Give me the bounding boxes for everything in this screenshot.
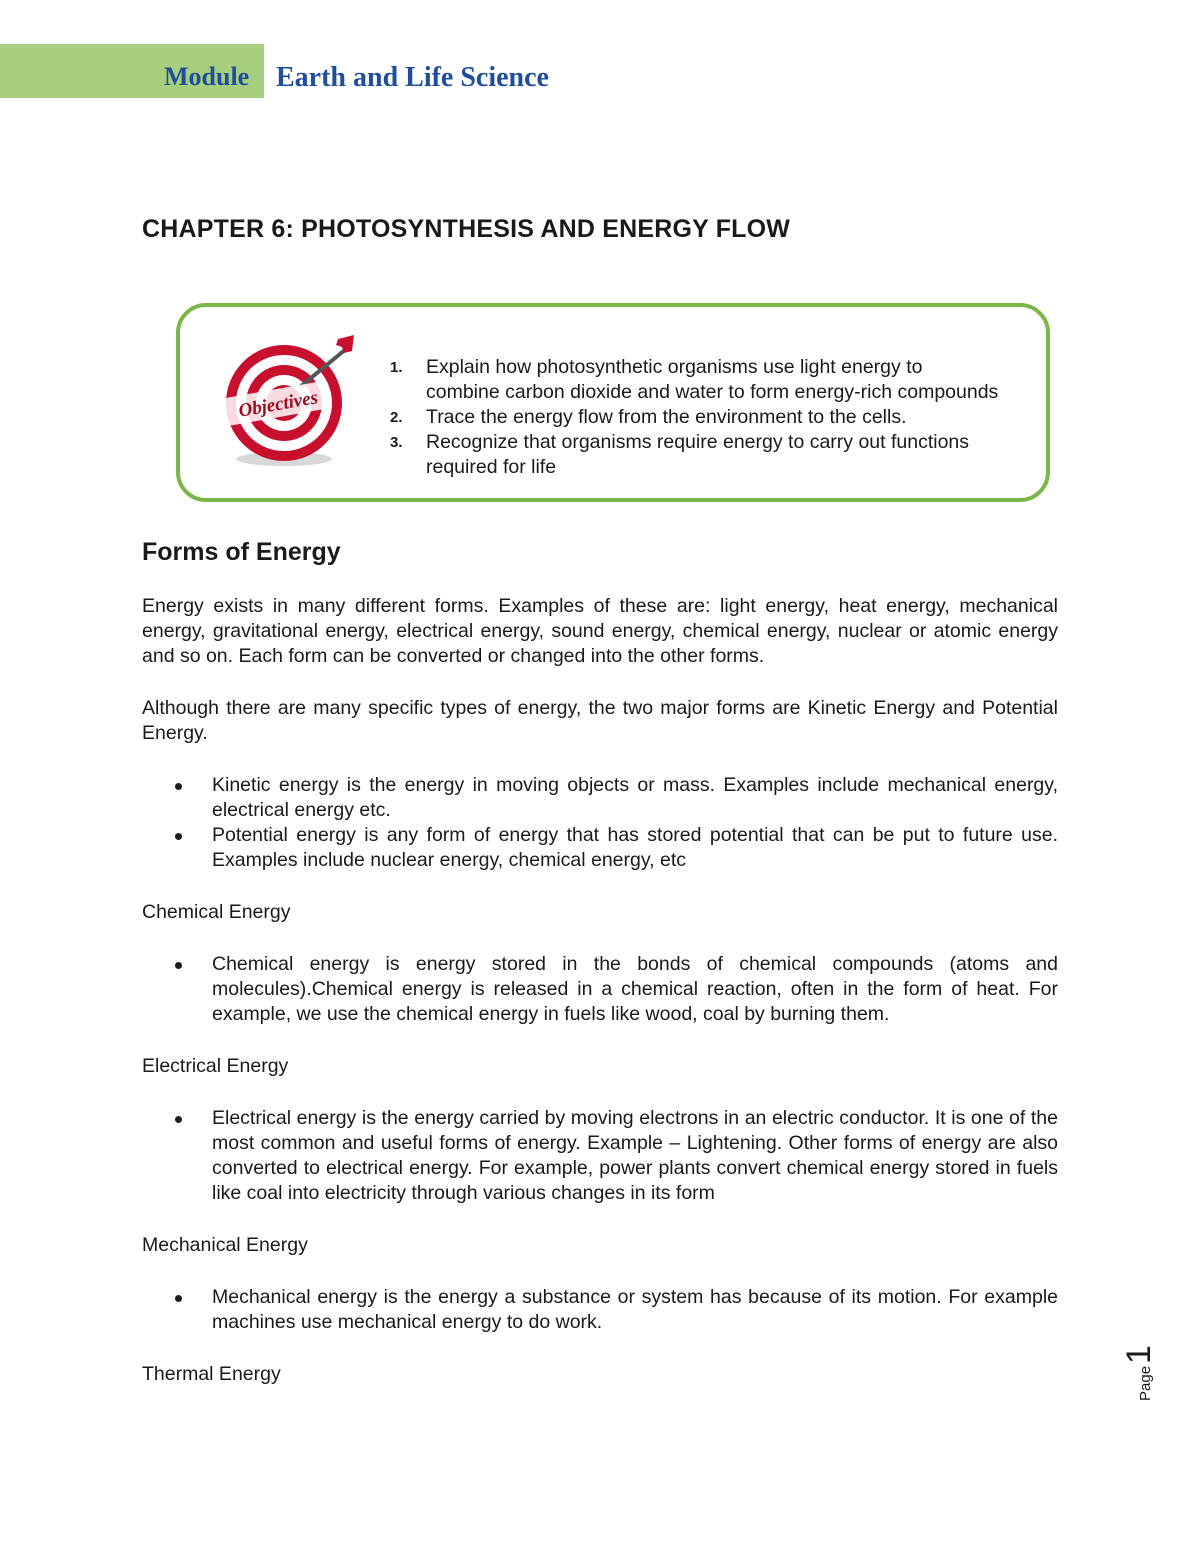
intro-paragraph: Energy exists in many different forms. Examples of these are: light energy, heat energy, mechanical energy, gravitational energy, electrical energy, sound energy, chemical energy, nuclear or atomic energy and so on. Each form can be converted or changed into the other forms. — [142, 595, 1058, 667]
forms-of-energy-heading: Forms of Energy — [142, 538, 341, 566]
objective-number: 1. — [390, 359, 403, 376]
page-num: 1 — [1120, 1345, 1158, 1364]
objectives-list — [390, 355, 1060, 480]
objectives-icon-label: Objectives — [236, 387, 320, 422]
energy-type-heading: Mechanical Energy — [142, 1234, 308, 1256]
major-forms-list — [142, 773, 1058, 873]
chapter-title: CHAPTER 6: PHOTOSYNTHESIS AND ENERGY FLOW — [142, 215, 791, 243]
energy-type-heading: Thermal Energy — [142, 1363, 281, 1385]
energy-type-list — [142, 952, 1058, 1027]
energy-type-list — [142, 1106, 1058, 1206]
objectives-target-icon — [218, 331, 358, 471]
subject-title: Earth and Life Science — [276, 62, 549, 93]
objective-text: Recognize that organisms require energy to carry out functions — [426, 431, 970, 453]
objective-text: required for life — [426, 456, 557, 478]
page-label: Page — [1137, 1365, 1154, 1401]
objective-text: Explain how photosynthetic organisms use light energy to — [426, 356, 923, 378]
objectives-box — [176, 303, 1050, 502]
major-form-item: Potential energy is any form of energy that has stored potential that can be put to future use. Examples include nuclear energy, chemical energy, etc — [142, 823, 1058, 873]
intro-paragraph: Although there are many specific types of energy, the two major forms are Kinetic Energy and Potential Energy. — [142, 697, 1058, 744]
page-number — [1120, 1341, 1158, 1401]
module-label: Module — [164, 62, 250, 91]
major-form-item: Kinetic energy is the energy in moving objects or mass. Examples include mechanical energy, electrical energy etc. — [142, 773, 1058, 823]
objective-number: 2. — [390, 409, 403, 426]
objective-item — [390, 430, 1060, 480]
objective-text: Trace the energy flow from the environment to the cells. — [426, 406, 907, 428]
body-content — [142, 594, 1058, 1414]
energy-type-heading: Electrical Energy — [142, 1055, 289, 1077]
objective-item — [390, 405, 1060, 430]
energy-type-item: Mechanical energy is the energy a substance or system has because of its motion. For example machines use mechanical energy to do work. — [142, 1285, 1058, 1335]
objective-number: 3. — [390, 434, 403, 451]
energy-type-list — [142, 1285, 1058, 1335]
energy-type-heading: Chemical Energy — [142, 901, 291, 923]
objective-text: combine carbon dioxide and water to form energy-rich compounds — [426, 381, 999, 403]
energy-type-item: Electrical energy is the energy carried by moving electrons in an electric conductor. It is one of the most common and useful forms of energy. Example – Lightening. Other forms of energy are also converted to electrical energy. For example, power plants convert chemical energy stored in fuels like coal into electricity through various changes in its form — [142, 1106, 1058, 1206]
energy-type-item: Chemical energy is energy stored in the bonds of chemical compounds (atoms and molecules).Chemical energy is released in a chemical reaction, often in the form of heat. For example, we use the chemical energy in fuels like wood, coal by burning them. — [142, 952, 1058, 1027]
objective-item — [390, 355, 1060, 405]
